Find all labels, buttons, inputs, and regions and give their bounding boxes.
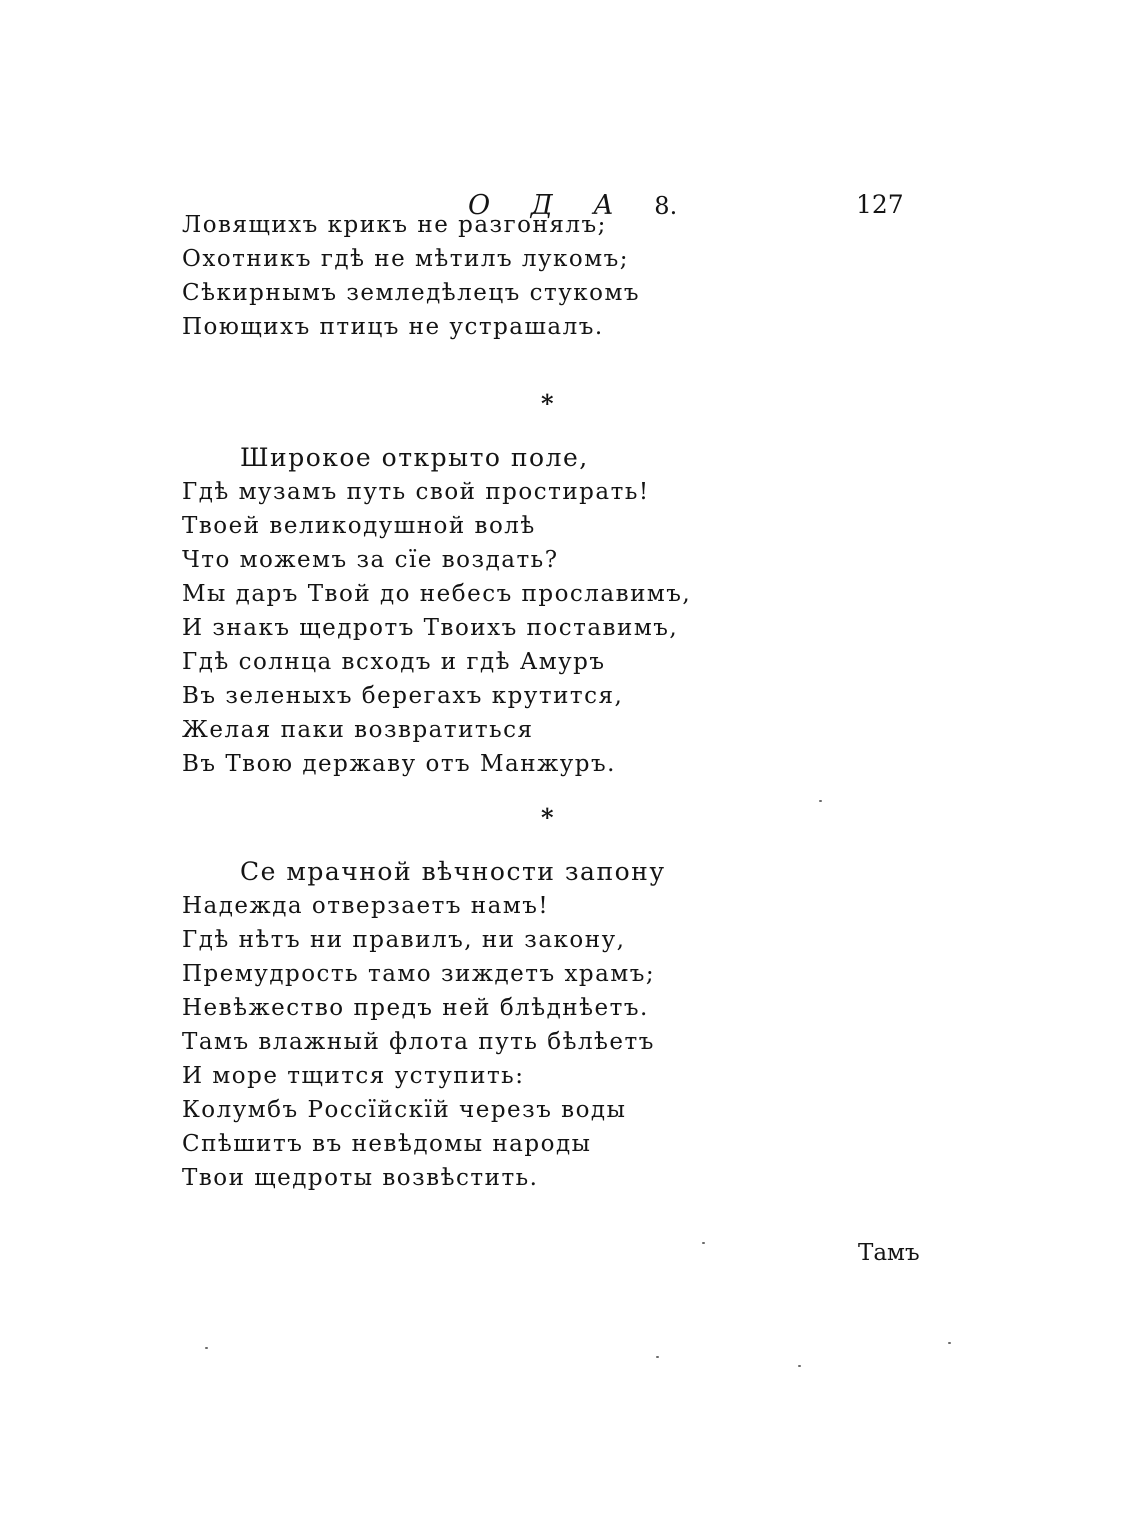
verse-line: Твои щедроты возвѣстить.: [182, 1165, 539, 1191]
paper-speck: [819, 800, 822, 802]
verse-line: Что можемъ за сїе воздать?: [182, 547, 559, 573]
stanza-divider-asterisk: *: [541, 803, 554, 832]
paper-speck: [798, 1365, 801, 1367]
verse-line: Мы даръ Твой до небесъ прославимъ,: [182, 581, 692, 607]
verse-line-first: Широкое открыто поле,: [240, 443, 589, 472]
verse-line: И море тщится уступить:: [182, 1063, 525, 1089]
verse-line: Тамъ влажный флота путь бѣлѣетъ: [182, 1029, 655, 1055]
verse-line: Надежда отверзаетъ намъ!: [182, 893, 550, 919]
running-title-text: О Д А: [468, 190, 630, 221]
paper-speck: [948, 1342, 951, 1344]
verse-line: Колумбъ Россїйскїй черезъ воды: [182, 1097, 627, 1123]
verse-line: Въ зеленыхъ берегахъ крутится,: [182, 683, 624, 709]
verse-line: Невѣжество предъ ней блѣднѣетъ.: [182, 995, 649, 1021]
paper-speck: [205, 1347, 208, 1349]
verse-line: Желая паки возвратиться: [182, 717, 534, 743]
page-number: 127: [856, 190, 904, 219]
verse-line: Премудрость тамо зиждетъ храмъ;: [182, 961, 656, 987]
stanza-3: [182, 855, 666, 1195]
verse-line: Ловящихъ крикъ не разгонялъ;: [182, 212, 607, 238]
ode-number: 8.: [654, 192, 678, 220]
stanza-divider-asterisk: *: [541, 389, 554, 418]
verse-line: Гдѣ солнца всходъ и гдѣ Амуръ: [182, 649, 606, 675]
paper-speck: [656, 1356, 659, 1358]
verse-line: Гдѣ нѣтъ ни правилъ, ни закону,: [182, 927, 626, 953]
verse-line: Спѣшитъ въ невѣдомы народы: [182, 1131, 592, 1157]
stanza-1: [182, 208, 640, 344]
verse-line: Охотникъ гдѣ не мѣтилъ лукомъ;: [182, 246, 630, 272]
verse-line-first: Се мрачной вѣчности запону: [240, 857, 666, 886]
verse-line: Твоей великодушной волѣ: [182, 513, 536, 539]
catchword: Тамъ: [858, 1240, 920, 1266]
stanza-2: [182, 441, 691, 781]
verse-line: И знакъ щедротъ Твоихъ поставимъ,: [182, 615, 679, 641]
verse-line: Сѣкирнымъ земледѣлецъ стукомъ: [182, 280, 641, 306]
verse-line: Гдѣ музамъ путь свой простирать!: [182, 479, 650, 505]
paper-speck: [702, 1242, 705, 1244]
verse-line: Въ Твою державу отъ Манжуръ.: [182, 751, 616, 777]
verse-line: Поющихъ птицъ не устрашалъ.: [182, 314, 604, 340]
